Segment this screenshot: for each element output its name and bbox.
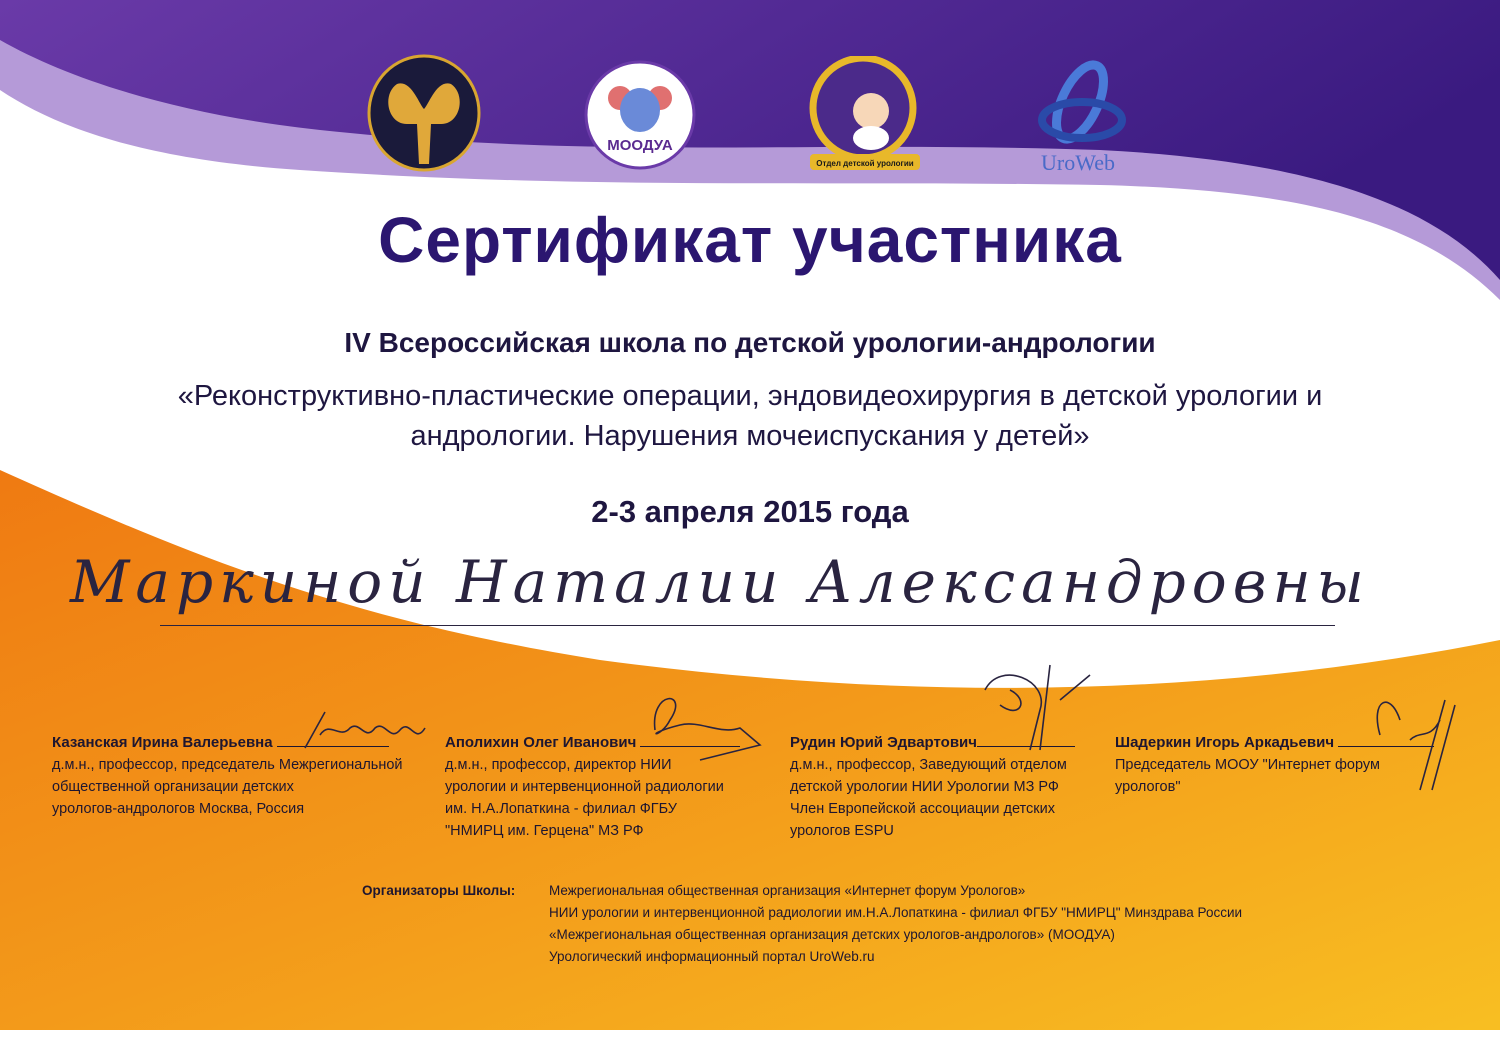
signature-rudin [985,665,1090,750]
event-name: IV Всероссийская школа по детской урологии-андрологии [344,327,1156,358]
signature-shaderkin [1377,700,1455,790]
signature-kazanskaya [305,712,425,748]
svg-text:МООДУА: МООДУА [607,137,673,154]
topic-line: андрологии. Нарушения мочеиспускания у детей» [410,420,1090,452]
svg-text:UroWeb: UroWeb [1041,150,1115,174]
organizer-item: Межрегиональная общественная организация «Интернет форум Урологов» [549,883,1026,898]
signatory-title: детской урологии НИИ Урологии МЗ РФ [790,779,1059,795]
signatory-name: Рудин Юрий Эдвартович [790,734,977,751]
signatory-title: д.м.н., профессор, Заведующий отделом [790,757,1067,773]
signatory-title: Член Европейской ассоциации детских [790,801,1055,817]
signatory-name: Казанская Ирина Валерьевна [52,734,273,751]
organizer-item: Урологический информационный портал UroWeb.ru [549,949,875,964]
organizer-item: «Межрегиональная общественная организация детских урологов-андрологов» (МООДУА) [549,927,1115,942]
signatory-title: "НМИРЦ им. Герцена" МЗ РФ [445,823,644,839]
signatory-title: урологов" [1115,779,1181,795]
signatory-title: д.м.н., профессор, председатель Межрегиональной [52,757,403,773]
signatory-title: д.м.н., профессор, директор НИИ [445,757,672,773]
certificate-title: Сертификат участника [378,204,1122,276]
signatory-title: урологов ESPU [790,823,894,839]
signatory-title: урологии и интервенционной радиологии [445,779,724,795]
svg-text:Отдел детской урологии: Отдел детской урологии [816,159,914,168]
signatory-title: урологов-андрологов Москва, Россия [52,801,305,817]
participant-name: Маркиной Наталии Александровны [70,548,1370,616]
topic-line: «Реконструктивно-пластические операции, эндовидеохирургия в детской урологии и [177,380,1323,412]
signatory-title: Председатель МООУ "Интернет форум [1115,757,1380,773]
organizer-item: НИИ урологии и интервенционной радиологии им.Н.А.Лопаткина - филиал ФГБУ "НМИРЦ" Минздрава России [549,905,1243,920]
signatory-title: им. Н.А.Лопаткина - филиал ФГБУ [445,801,677,817]
organizers-label: Организаторы Школы: [362,883,516,898]
signature-apolikhin [655,699,760,760]
event-date: 2-3 апреля 2015 года [591,494,909,529]
signatory-name: Шадеркин Игорь Аркадьевич [1115,734,1335,751]
signatory-title: общественной организации детских [52,779,294,795]
signatory-name: Аполихин Олег Иванович [445,734,637,751]
